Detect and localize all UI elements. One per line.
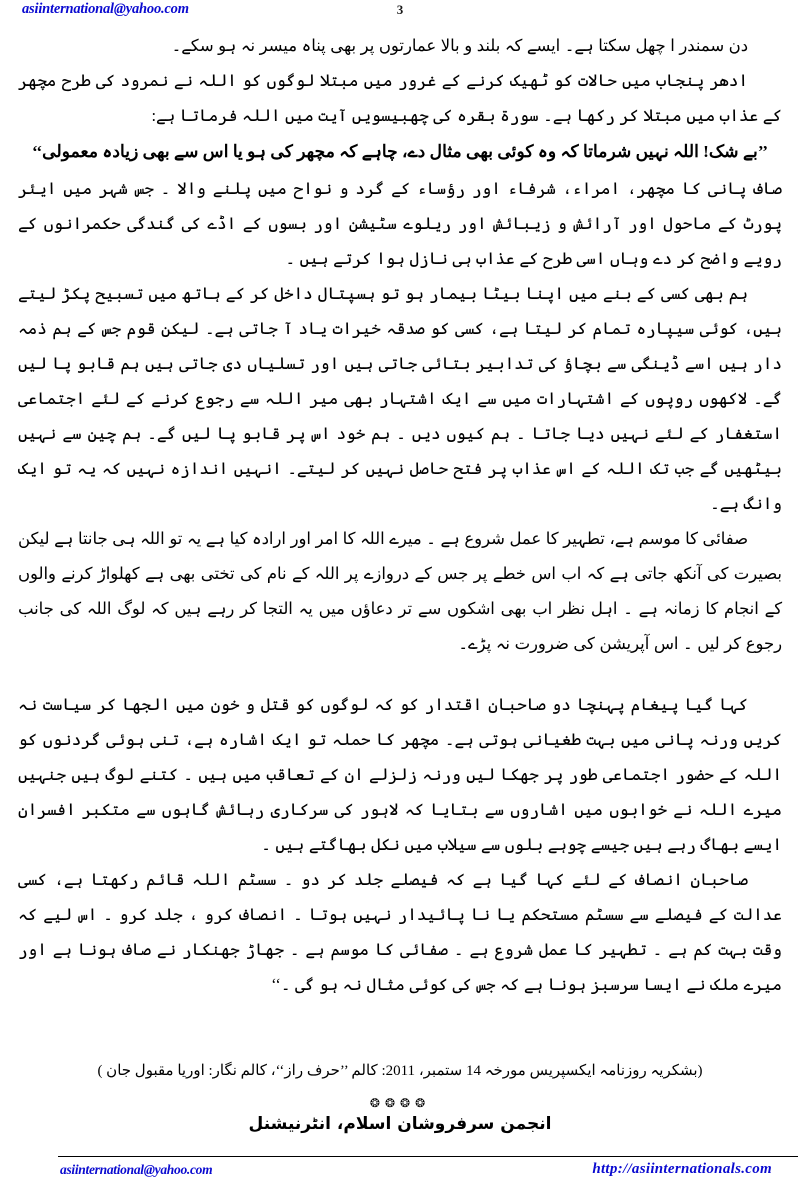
quran-verse-quote: ’’بے شک! اللہ نہیں شرماتا کہ وہ کوئی بھی مثال دے، چاہے کہ مچھر کی ہو یا اس سے بھی زیادہ معمولی‘‘ — [31, 142, 769, 161]
paragraph: صاحبان انصاف کے لئے کہا گیا ہے کہ فیصلے جلد کر دو ۔ سسٹم اللہ قائم رکھتا ہے، کسی عدالت کے فیصلے سے سسٹم مستحکم یا نا پائیدار نہیں ہوتا ۔ انصاف کرو ، جلد کرو ۔ اس لیے کہ وقت بہت کم ہے ۔ تطہیر کا عمل شروع ہے ۔ صفائی کا موسم ہے ۔ جھاڑ جھنکار نے صاف ہونا ہے اور میرے ملک نے ایسا سرسبز ہونا ہے کہ جس کی کوئی مثال نہ ہو گی ۔‘‘ — [18, 870, 782, 994]
star-ornament-icon: ❂ — [369, 1096, 385, 1110]
footer-divider — [58, 1156, 798, 1157]
organization-name: انجمن سرفروشان اسلام، انٹرنیشنل — [248, 1114, 552, 1134]
source-citation: (بشکریہ روزنامہ ایکسپریس مورخہ 14 ستمبر، 2011: کالم ’’حرف راز‘‘، کالم نگار: اوریا مقبول جان ) — [97, 1063, 703, 1079]
paragraph: صفائی کا موسم ہے، تطہیر کا عمل شروع ہے ۔ میرے اللہ کا امر اور ارادہ کیا ہے یہ تو اللہ ہی جانتا ہے لیکن بصیرت کی آنکھ جاتی ہے کہ اب اس خطے پر جس کے دروازے پر اللہ کے نام کی تختی بھی ہے کھلواڑ کرنے والوں کے انجام کا زمانہ ہے ۔ اہل نظر اب بھی اشکوں سے تر دعاؤں میں یہ التجا کر رہے ہیں کہ لوگ اللہ کی جانب رجوع کر لیں ۔ اس آپریشن کی ضرورت نہ پڑے۔ — [18, 529, 782, 653]
paragraph: کہا گیا پیغام پہنچا دو صاحبان اقتدار کو کہ لوگوں کو قتل و خون میں الجھا کر سیاست نہ کریں ورنہ پانی میں بہت طغیانی ہوتی ہے۔ مچھر کا حملہ تو ایک اشارہ ہے، تنی ہوئی گردنوں کو اللہ کے حضور اجتماعی طور پر جھکا لیں ورنہ زلزلے ان کے تعاقب میں ہیں ۔ کتنے لوگ ہیں جنہیں میرے اللہ نے خوابوں میں اشاروں سے بتایا کہ لاہور کی سرکاری رہائش گاہوں سے متکبر افسران ایسے بھاگ رہے ہیں جیسے چوہے بلوں سے سیلاب میں نکل بھاگتے ہیں ۔ — [18, 695, 782, 854]
star-ornament-icon: ❂ — [400, 1096, 416, 1110]
page-header — [0, 0, 800, 26]
footer-website-link[interactable]: http://asiinternationals.com — [592, 1161, 772, 1177]
paragraph-spacer — [18, 661, 782, 687]
page-footer — [0, 1160, 800, 1190]
paragraph: صاف پانی کا مچھر، امراء، شرفاء اور رؤساء کے گرد و نواح میں پلنے والا ۔ جس شہر میں ایئر پورٹ کے ماحول اور آرائش و زیبائش اور ریلوے سٹیشن اور بسوں کے اڈے کی گندگی حکمرانوں کے رویے واضح کر دے وہاں اسی طرح کے عذاب ہی نازل ہوا کرتے ہیں ۔ — [18, 179, 782, 268]
paragraph: ادھر پنجاب میں حالات کو ٹھیک کرنے کے غرور میں مبتلا لوگوں کو اللہ نے نمرود کی طرح مچھر کے عذاب میں مبتلا کر رکھا ہے۔ سورۃ بقرہ کی چھبیسویں آیت میں اللہ فرماتا ہے: — [18, 71, 782, 125]
ornament-divider — [0, 1096, 800, 1111]
star-ornament-icon: ❂ — [415, 1096, 431, 1110]
paragraph: ہم بھی کسی کے بنے میں اپنا بیٹا بیمار ہو تو ہسپتال داخل کر کے ہاتھ میں تسبیح پکڑ لیتے ہیں، کوئی سیپارہ تمام کر لیتا ہے، کسی کو صدقہ خیرات یاد آ جاتی ہے۔ لیکن قوم جس کے ہم ذمہ دار ہیں اسے ڈینگی سے بچاؤ کی تدابیر بتائی جاتی ہیں اور تسلیاں دی جاتی ہیں ہم قابو پا لیں گے۔ لاکھوں روپوں کے اشتہارات میں سے ایک اشتہار بھی میر اللہ سے رجوع کرنے کے لئے اجتماعی استغفار کے لئے نہیں دیا جاتا ۔ ہم کیوں دیں ۔ ہم خود اس پر قابو پا لیں گے۔ ہم چین سے نہیں بیٹھیں گے جب تک اللہ کے اس عذاب پر فتح حاصل نہیں کر لیتے۔ انہیں اندازہ نہیں کہ یہ تو ایک وانگ ہے۔ — [18, 284, 782, 513]
star-ornament-icon: ❂ — [384, 1096, 400, 1110]
article-body — [18, 28, 782, 1002]
header-email-link[interactable]: asiinternational@yahoo.com — [22, 1, 189, 17]
page-number: 3 — [396, 2, 404, 17]
footer-email-link[interactable]: asiinternational@yahoo.com — [60, 1162, 213, 1177]
paragraph: دن سمندر ا چھل سکتا ہے۔ ایسے کہ بلند و بالا عمارتوں پر بھی پناہ میسر نہ ہو سکے۔ — [171, 36, 748, 55]
